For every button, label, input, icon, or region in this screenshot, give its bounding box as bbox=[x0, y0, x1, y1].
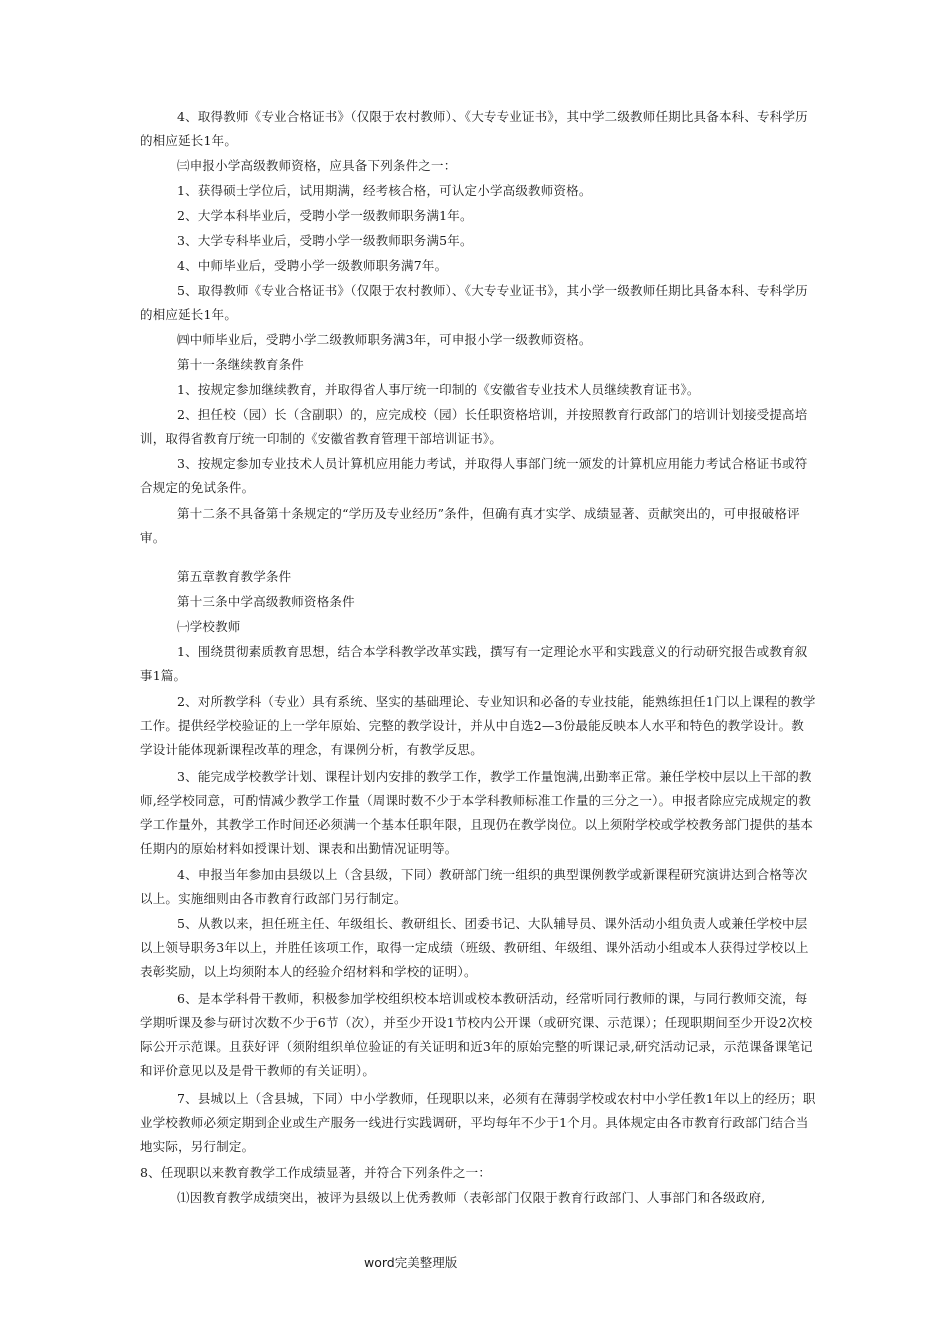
paragraph-8: ㈣中师毕业后，受聘小学二级教师职务满3年，可申报小学一级教师资格。 bbox=[177, 332, 592, 347]
paragraph-23: 7、县城以上（含县城，下同）中小学教师，任现职以来，必须有在薄弱学校或农村中小学任教1年以上的经历；职业学校教师必须定期到企业或生产服务一线进行实践调研，平均每年不少于1个月。具体规定由各市教育行政部门结合当地实际，另行制定。 bbox=[140, 1091, 816, 1154]
paragraph-17: 1、围绕贯彻素质教育思想，结合本学科教学改革实践，撰写有一定理论水平和实践意义的行动研究报告或教育叙事1篇。 bbox=[140, 644, 808, 683]
paragraph-7: 5、取得教师《专业合格证书》（仅限于农村教师）、《大专专业证书》，其小学一级教师任期比具备本科、专科学历的相应延长1年。 bbox=[140, 283, 808, 322]
paragraph-6: 4、中师毕业后，受聘小学一级教师职务满7年。 bbox=[177, 258, 448, 273]
paragraph-13: 第十二条不具备第十条规定的“学历及专业经历”条件，但确有真才实学、成绩显著、贡献突出的，可申报破格评审。 bbox=[140, 506, 800, 545]
section-heading-article-11: 第十一条继续教育条件 bbox=[177, 357, 305, 372]
paragraph-4: 2、大学本科毕业后，受聘小学一级教师职务满1年。 bbox=[177, 208, 473, 223]
paragraph-20: 4、申报当年参加由县级以上（含县级，下同）教研部门统一组织的典型课例教学或新课程研究演讲达到合格等次以上。实施细则由各市教育行政部门另行制定。 bbox=[140, 867, 808, 906]
paragraph-3: 1、获得硕士学位后，试用期满，经考核合格，可认定小学高级教师资格。 bbox=[177, 183, 592, 198]
paragraph-10: 1、按规定参加继续教育，并取得省人事厅统一印制的《安徽省专业技术人员继续教育证书》。 bbox=[177, 382, 700, 397]
paragraph-25: ⑴因教育教学成绩突出，被评为县级以上优秀教师（表彰部门仅限于教育行政部门、人事部门和各级政府, bbox=[177, 1190, 766, 1205]
paragraph-1: 4、取得教师《专业合格证书》（仅限于农村教师）、《大专专业证书》，其中学二级教师任期比具备本科、专科学历的相应延长1年。 bbox=[140, 109, 808, 148]
paragraph-24: 8、任现职以来教育教学工作成绩显著，并符合下列条件之一： bbox=[140, 1165, 492, 1180]
page-footer: word完美整理版 bbox=[364, 1255, 458, 1270]
paragraph-21: 5、从教以来，担任班主任、年级组长、教研组长、团委书记、大队辅导员、课外活动小组负责人或兼任学校中层以上领导职务3年以上，并胜任该项工作，取得一定成绩（班级、教研组、年级组、课外活动小组或本人获得过学校以上表彰奖励，以上均须附本人的经验介绍材料和学校的证明）。 bbox=[140, 916, 809, 979]
paragraph-11: 2、担任校（园）长（含副职）的，应完成校（园）长任职资格培训，并按照教育行政部门的培训计划接受提高培训，取得省教育厅统一印制的《安徽省教育管理干部培训证书》。 bbox=[140, 407, 808, 446]
paragraph-2: ㈢申报小学高级教师资格，应具备下列条件之一： bbox=[177, 158, 457, 173]
paragraph-19: 3、能完成学校教学计划、课程计划内安排的教学工作，教学工作量饱满,出勤率正常。兼任学校中层以上干部的教师,经学校同意，可酌情减少教学工作量（周课时数不少于本学科教师标准工作量的三分之一）。申报者除应完成规定的教学工作量外，其教学工作时间还必须满一个基本任职年限，且现仍在教学岗位。以上须附学校或学校教务部门提供的基本任期内的原始材料如授课计划、课表和出勤情况证明等。 bbox=[140, 769, 814, 856]
subsection-heading-school-teachers: ㈠学校教师 bbox=[177, 619, 241, 634]
paragraph-12: 3、按规定参加专业技术人员计算机应用能力考试，并取得人事部门统一颁发的计算机应用能力考试合格证书或符合规定的免试条件。 bbox=[140, 456, 808, 495]
section-heading-article-13: 第十三条中学高级教师资格条件 bbox=[177, 594, 355, 609]
paragraph-22: 6、是本学科骨干教师，积极参加学校组织校本培训或校本教研活动，经常听同行教师的课，与同行教师交流，每学期听课及参与研讨次数不少于6节（次），并至少开设1节校内公开课（或研究课、示范课）；任现职期间至少开设2次校际公开示范课。且获好评（须附组织单位验证的有关证明和近3年的原始完整的听课记录,研究活动记录，示范课备课笔记和评价意见以及是骨干教师的有关证明）。 bbox=[140, 991, 813, 1078]
chapter-heading-5: 第五章教育教学条件 bbox=[177, 569, 292, 584]
paragraph-18: 2、对所教学科（专业）具有系统、坚实的基础理论、专业知识和必备的专业技能，能熟练担任1门以上课程的教学工作。提供经学校验证的上一学年原始、完整的教学设计，并从中自选2—3份最能反映本人水平和特色的教学设计。教学设计能体现新课程改革的理念，有课例分析，有教学反思。 bbox=[140, 694, 816, 757]
paragraph-5: 3、大学专科毕业后，受聘小学一级教师职务满5年。 bbox=[177, 233, 473, 248]
